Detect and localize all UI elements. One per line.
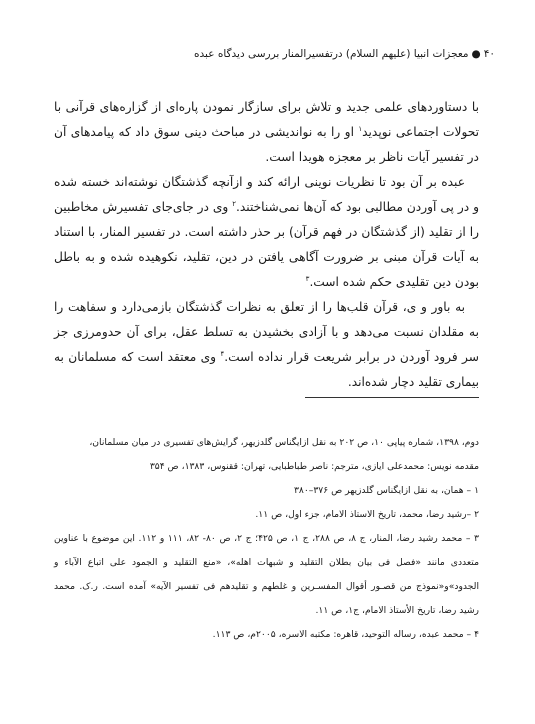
footnote-ref-2: ۲ (232, 199, 236, 208)
footnote-continued-line-1: دوم، ۱۳۹۸، شماره پیاپی ۱۰، ص ۲۰۲ به نقل ازایگناس گلدزیهر، گرایش‌های تفسیری در میان مسلمانان، (89, 437, 479, 448)
body-text (54, 95, 479, 395)
footnote-divider (305, 397, 479, 398)
footnote-3: ۳ – محمد رشید رضا، المنار، ج ۸، ص ۲۸۸، ج ۱، ص ۴۲۵؛ ج ۲، ص ۸۰- ۸۲، ۱۱۱ و ۱۱۲. این موضوع با عناوین متعددی مانند «فصل فی بیان بطلان التقلید و شبهات اهله»، «منع التقلید و الجمود علی اتباع الآباء و الجدود»و«نموذج من قصـور أقوال المفسـرین و غلطهم و تقلیدهم فی تفسیر الآیه» آمده است. ر.ک. محمد رشید رضا، تاریخ الأستاذ الامام، ج۱، ص ۱۱. (54, 533, 479, 616)
footnote-ref-3: ۳ (305, 274, 310, 283)
footnote-1: ۱ – همان، به نقل ازایگناس گلدزیهر ص ۳۷۶–۳۸۰ (293, 485, 479, 496)
footnote-4: ۴ – محمد عبده، رساله التوحید، قاهره: مکتبه الاسره، ۲۰۰۵م، ص ۱۱۳. (212, 629, 479, 640)
running-title: معجزات انبیا (علیهم السلام) درتفسیرالمنار بررسی دیدگاه عبده (194, 48, 469, 60)
footnote-continued-line-2: مقدمه نویس: محمدعلی ایازی، مترجم: ناصر طباطبایی، تهران: ققنوس، ۱۳۸۳، ص ۳۵۴ (149, 461, 479, 472)
page-number: ۴۰ (483, 48, 495, 60)
paragraph-1: با دستاوردهای علمی جدید و تلاش برای سازگار نمودن پاره‌ای از گزاره‌های قرآنی با تحولات اجتماعی نوپدید$^۱$ او را به نوانديشی در مباحث دینی سوق داد که پیامدهای آن در تفسیر آیات ناظر بر معجزه هویدا است. (54, 100, 479, 164)
running-header (40, 47, 495, 61)
footnote-2: ۲ –رشید رضا، محمد، تاریخ الاستاذ الامام، جزء اول، ص ۱۱. (255, 509, 479, 520)
footnotes (54, 431, 479, 647)
paragraph-3: به باور و ی، قرآن قلب‌ها را از تعلق به نظرات گذشتگان بازمی‌دارد و سفاهت را به مقلدان نسبت می‌دهد و با آزادی بخشیدن به تسلط عقل، برای آن حدومرزی جز سر فرود آوردن در برابر شریعت قرار نداده است.$^۴$ وی معتقد است که مسلمانان به بیماری تقلید دچار شده‌اند. (54, 300, 479, 389)
footnote-ref-1: ۱ (358, 124, 363, 133)
footnote-ref-4: ۴ (220, 349, 225, 358)
paragraph-2: عبده بر آن بود تا نظریات نوینی ارائه کند و ازآنچه گذشتگان نوشته‌اند خسته شده و در پی آوردن مطالبی بود که آن‌ها نمی‌شناختند.$^۲$ وی در جای‌جای تفسیرش مخاطبین را از تقلید (از گذشتگان در فهم قرآن) بر حذر داشته است. در تفسیر المنار، با استناد به آیات قرآن مبنی بر ضرورت آگاهی یافتن در دین، تقلید، نکوهیده شده و به باطل بودن دین تقلیدی حکم شده است.$^۳$ (54, 175, 479, 289)
header-bullet: ● (471, 48, 481, 60)
